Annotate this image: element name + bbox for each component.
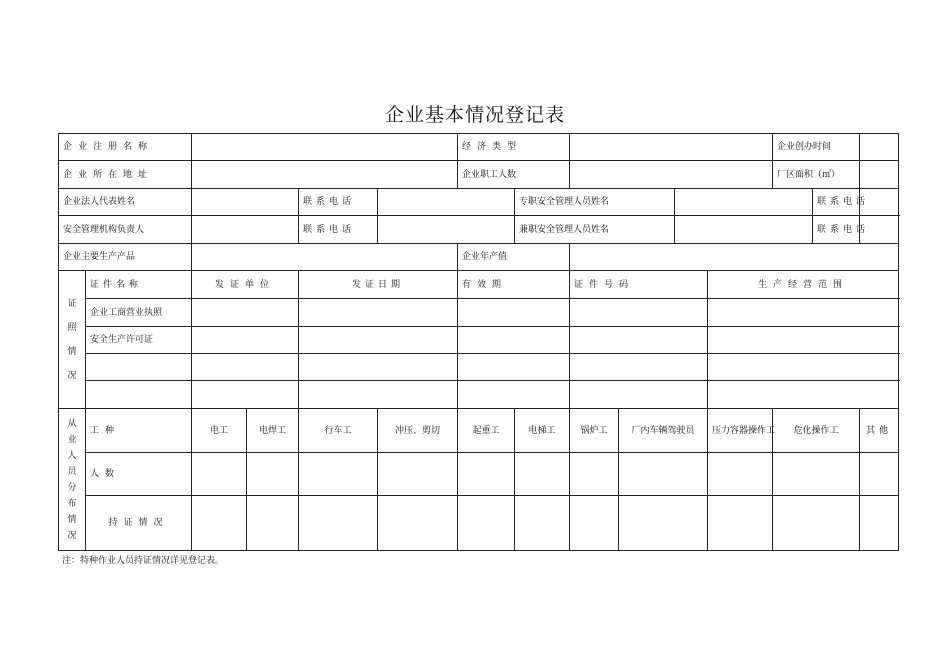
staff-cert-cell[interactable] [192, 496, 247, 551]
cert-date-cell[interactable] [299, 354, 458, 381]
table-row [59, 299, 899, 327]
table-row [59, 496, 899, 551]
cert-validity-cell[interactable] [458, 381, 570, 409]
parttime-safety-label: 兼职安全管理人员姓名 [515, 216, 675, 244]
staff-type-header: 电焊工 [247, 409, 299, 453]
staff-count-cell[interactable] [515, 453, 570, 496]
area-label: 厂区面积（㎡） [773, 161, 860, 189]
staff-count-label: 企业职工人数 [458, 161, 570, 189]
staff-cert-cell[interactable] [378, 496, 458, 551]
safety-head-label: 安全管理机构负责人 [59, 216, 192, 244]
cert-issuer-cell[interactable] [192, 327, 299, 354]
table-row [59, 244, 899, 271]
area-field[interactable] [860, 161, 899, 189]
cert-section-label: 证 照 情 况 [59, 271, 86, 409]
staff-count-field[interactable] [570, 161, 773, 189]
cert-date-cell[interactable] [299, 299, 458, 327]
staff-cert-cell[interactable] [458, 496, 515, 551]
cert-date-cell[interactable] [299, 381, 458, 409]
table-row [59, 161, 899, 189]
cert-scope-cell[interactable] [708, 327, 899, 354]
staff-count-cell[interactable] [299, 453, 378, 496]
staff-section-label: 从 业 人 员 分 布 情 况 [59, 409, 86, 551]
footnote: 注：特种作业人员持证情况详见登记表。 [62, 556, 225, 566]
staff-type-header: 电工 [192, 409, 247, 453]
staff-count-cell[interactable] [619, 453, 708, 496]
table-row [59, 409, 899, 453]
econ-type-label: 经济类型 [458, 134, 570, 161]
cert-number-cell[interactable] [570, 299, 708, 327]
annual-output-label: 企业年产值 [458, 244, 570, 271]
address-label: 企业所在地址 [59, 161, 192, 189]
safety-head-field[interactable] [192, 216, 299, 244]
staff-type-header: 电梯工 [515, 409, 570, 453]
reg-name-field[interactable] [192, 134, 458, 161]
founded-label: 企业创办时间 [773, 134, 860, 161]
table-row [59, 134, 899, 161]
fulltime-safety-label: 专职安全管理人员姓名 [515, 189, 675, 216]
page-title: 企业基本情况登记表 [384, 104, 565, 126]
reg-name-label: 企业注册名称 [59, 134, 192, 161]
staff-count-cell[interactable] [458, 453, 515, 496]
legal-rep-label: 企业法人代表姓名 [59, 189, 192, 216]
staff-cert-cell[interactable] [299, 496, 378, 551]
table-row [59, 271, 899, 299]
table-row [59, 189, 899, 216]
staff-type-header: 锅炉工 [570, 409, 619, 453]
staff-count-cell[interactable] [860, 453, 899, 496]
staff-count-cell[interactable] [378, 453, 458, 496]
main-products-field[interactable] [192, 244, 458, 271]
cert-number-header: 证件号码 [570, 271, 708, 299]
cert-validity-header: 有效期 [458, 271, 570, 299]
staff-cert-row-label: 持证情况 [86, 496, 192, 551]
registration-form [58, 133, 899, 551]
table-row [59, 216, 899, 244]
cert-issuer-cell[interactable] [192, 299, 299, 327]
staff-count-cell[interactable] [192, 453, 247, 496]
staff-count-cell[interactable] [570, 453, 619, 496]
cert-validity-cell[interactable] [458, 354, 570, 381]
parttime-safety-field[interactable] [675, 216, 813, 244]
cert-item-name: 企业工商营业执照 [86, 299, 192, 327]
address-field[interactable] [192, 161, 458, 189]
main-products-label: 企业主要生产产品 [59, 244, 192, 271]
staff-cert-cell[interactable] [247, 496, 299, 551]
staff-cert-cell[interactable] [773, 496, 860, 551]
staff-type-header: 起重工 [458, 409, 515, 453]
staff-count-cell[interactable] [773, 453, 860, 496]
cert-issuer-header: 发证单位 [192, 271, 299, 299]
staff-type-header: 危化操作工 [773, 409, 860, 453]
cert-number-cell[interactable] [570, 354, 708, 381]
staff-count-cell[interactable] [247, 453, 299, 496]
cert-item-name-cell[interactable] [86, 354, 192, 381]
parttime-phone-label: 联系电话 [813, 216, 860, 244]
staff-cert-cell[interactable] [860, 496, 899, 551]
staff-cert-cell[interactable] [619, 496, 708, 551]
cert-validity-cell[interactable] [458, 299, 570, 327]
cert-number-cell[interactable] [570, 327, 708, 354]
staff-type-label: 工种 [86, 409, 192, 453]
legal-rep-phone-field[interactable] [378, 189, 515, 216]
safety-head-phone-label: 联系电话 [299, 216, 378, 244]
cert-date-cell[interactable] [299, 327, 458, 354]
table-row [59, 327, 899, 354]
econ-type-field[interactable] [570, 134, 773, 161]
table-row [59, 453, 899, 496]
cert-date-header: 发证日期 [299, 271, 458, 299]
cert-scope-header: 生产经营范围 [708, 271, 899, 299]
staff-count-row-label: 人数 [86, 453, 192, 496]
fulltime-phone-label: 联系电话 [813, 189, 860, 216]
annual-output-field[interactable] [570, 244, 899, 271]
legal-rep-field[interactable] [192, 189, 299, 216]
founded-field[interactable] [860, 134, 899, 161]
staff-count-cell[interactable] [708, 453, 773, 496]
cert-item-name-cell[interactable] [86, 381, 192, 409]
cert-item-name: 安全生产许可证 [86, 327, 192, 354]
staff-type-header: 压力容器操作工 [708, 409, 773, 453]
legal-rep-phone-label: 联系电话 [299, 189, 378, 216]
cert-issuer-cell[interactable] [192, 381, 299, 409]
cert-scope-cell[interactable] [708, 354, 899, 381]
table-row [59, 354, 899, 381]
cert-scope-cell[interactable] [708, 299, 899, 327]
staff-cert-cell[interactable] [570, 496, 619, 551]
cert-validity-cell[interactable] [458, 327, 570, 354]
safety-head-phone-field[interactable] [378, 216, 515, 244]
staff-type-header: 其他 [860, 409, 899, 453]
staff-type-header: 行车工 [299, 409, 378, 453]
table-row [59, 381, 899, 409]
cert-number-cell[interactable] [570, 381, 708, 409]
staff-cert-cell[interactable] [515, 496, 570, 551]
cert-scope-cell[interactable] [708, 381, 899, 409]
cert-name-header: 证件名称 [86, 271, 192, 299]
staff-cert-cell[interactable] [708, 496, 773, 551]
staff-type-header: 冲压、剪切 [378, 409, 458, 453]
fulltime-safety-field[interactable] [675, 189, 813, 216]
staff-type-header: 厂内车辆驾驶员 [619, 409, 708, 453]
cert-issuer-cell[interactable] [192, 354, 299, 381]
